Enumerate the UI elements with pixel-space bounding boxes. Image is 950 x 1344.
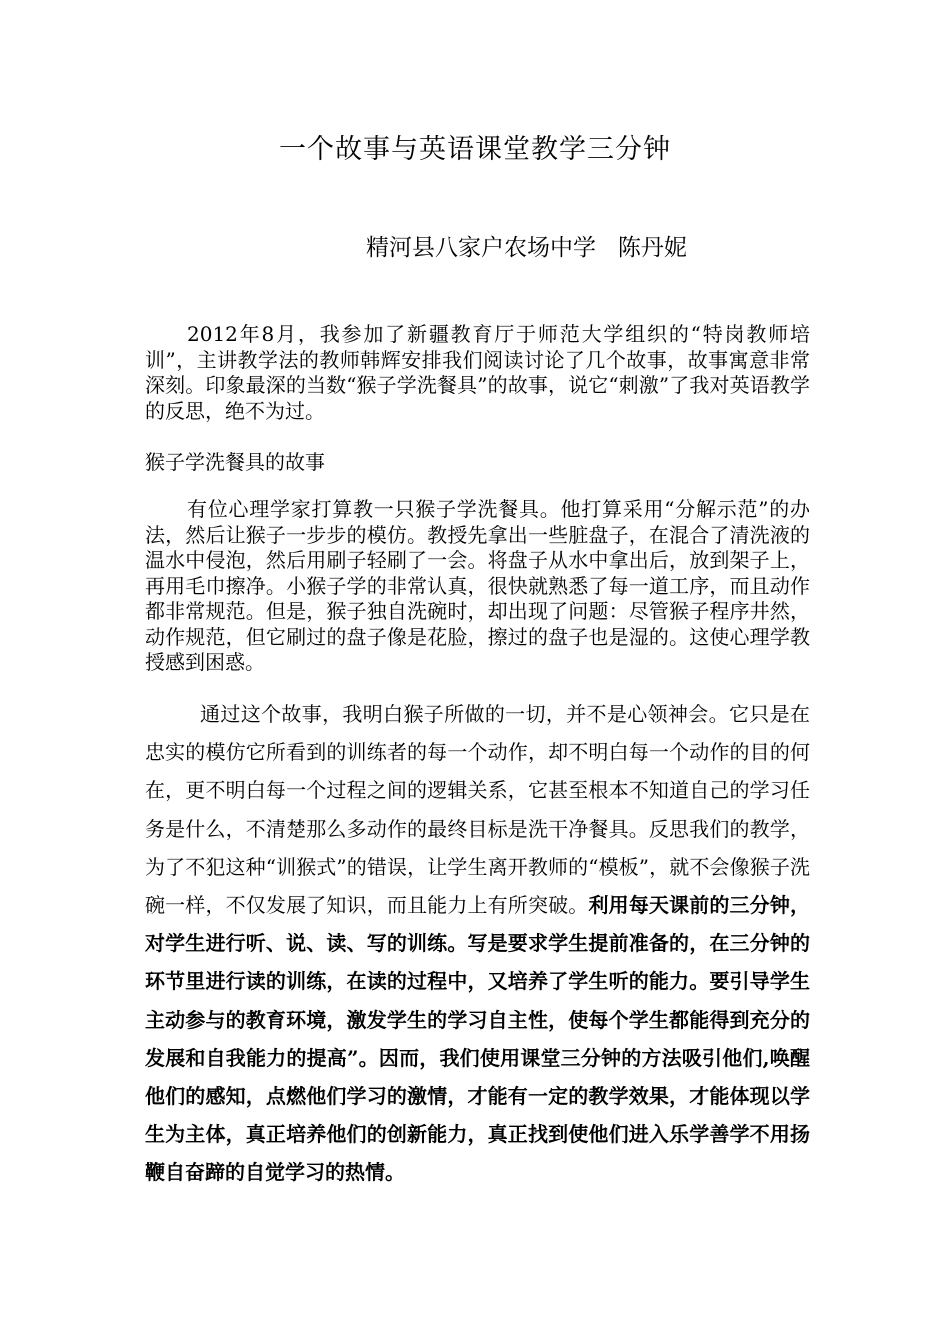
story-heading: 猴子学洗餐具的故事 [145,450,325,474]
intro-paragraph: 2012年8月，我参加了新疆教育厅于师范大学组织的“特岗教师培训”，主讲教学法的教师韩辉安排我们阅读讨论了几个故事，故事寓意非常深刻。印象最深的当数“猴子学洗餐具”的故事，说它“刺激”了我对英语教学的反思，绝不为过。 [145,322,810,423]
reflection-text: 通过这个故事，我明白猴子所做的一切，并不是心领神会。它只是在忠实的模仿它所看到的训练者的每一个动作，却不明白每一个动作的目的何在，更不明白每一个过程之间的逻辑关系，它甚至根本不知道自己的学习任务是什么，不清楚那么多动作的最终目标是洗干净餐具。反思我们的教学，为了不犯这种“训猴式”的错误，让学生离开教师的“模板”，就不会像猴子洗碗一样，不仅发展了知识，而且能力上有所突破。 [145,702,810,918]
reflection-bold-text: 利用每天课前的三分钟，对学生进行听、说、读、写的训练。写是要求学生提前准备的，在三分钟的环节里进行读的训练，在读的过程中，又培养了学生听的能力。要引导学生主动参与的教育环境，激发学生的学习自主性，使每个学生都能得到充分的发展和自我能力的提高”。因而，我们使用课堂三分钟的方法吸引他们,唤醒他们的感知，点燃他们学习的激情，才能有一定的教学效果，才能体现以学生为主体，真正培养他们的创新能力，真正找到使他们进入乐学善学不用扬鞭自奋蹄的自觉学习的热情。 [145,893,810,1185]
author-line: 精河县八家户农场中学 陈丹妮 [366,235,687,261]
story-paragraph: 有位心理学家打算教一只猴子学洗餐具。他打算采用“分解示范”的办法，然后让猴子一步步的模仿。教授先拿出一些脏盘子，在混合了清洗液的温水中侵泡，然后用刷子轻刷了一会。将盘子从水中拿出后，放到架子上，再用毛巾擦净。小猴子学的非常认真，很快就熟悉了每一道工序，而且动作都非常规范。但是，猴子独自洗碗时，却出现了问题：尽管猴子程序井然，动作规范，但它刷过的盘子像是花脸，擦过的盘子也是湿的。这使心理学教授感到困惑。 [145,497,810,674]
document-title: 一个故事与英语课堂教学三分钟 [279,134,671,165]
reflection-paragraph [145,695,810,1192]
